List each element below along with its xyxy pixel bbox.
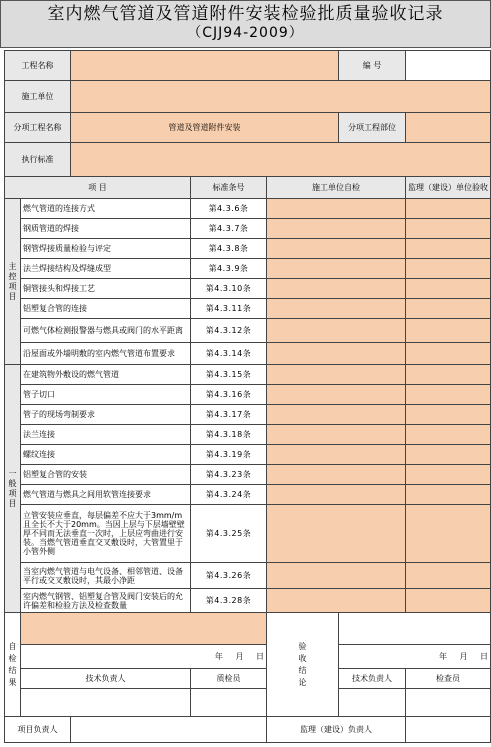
supervisor-lead-sign[interactable] [406, 717, 491, 743]
page-title: 室内燃气管道及管道附件安装检验批质量验收记录 [47, 4, 444, 24]
item-cell: 铝塑复合管的连接 [21, 299, 191, 319]
self-check-cell[interactable] [267, 199, 406, 219]
acceptance-tech-lead-label: 技术负责人 [339, 669, 406, 689]
project-lead-sign[interactable] [71, 717, 267, 743]
col-self-check: 施工单位自检 [267, 177, 406, 199]
table-row [5, 365, 491, 385]
standard-cell: 第4.3.14条 [191, 343, 267, 365]
sub-project-label: 分项工程名称 [5, 113, 71, 143]
supervisor-cell[interactable] [406, 219, 491, 239]
sub-project-value[interactable]: 管道及管道附件安装 [71, 113, 339, 143]
item-cell: 钢质管道的焊接 [21, 219, 191, 239]
number-field[interactable] [406, 51, 491, 81]
standard-cell: 第4.3.11条 [191, 299, 267, 319]
supervisor-cell[interactable] [406, 563, 491, 589]
self-check-cell[interactable] [267, 385, 406, 405]
standard-cell: 第4.3.15条 [191, 365, 267, 385]
row-exec-standard [5, 143, 491, 177]
table-row [5, 259, 491, 279]
supervisor-cell[interactable] [406, 385, 491, 405]
row-sub-project [5, 113, 491, 143]
self-check-cell[interactable] [267, 485, 406, 505]
item-cell: 铜管接头和焊接工艺 [21, 279, 191, 299]
title-bar [0, 0, 491, 48]
item-cell: 法兰连接 [21, 425, 191, 445]
supervisor-cell[interactable] [406, 199, 491, 219]
col-supervisor: 监理（建设）单位验收 [406, 177, 491, 199]
table-row [5, 343, 491, 365]
supervisor-cell[interactable] [406, 465, 491, 485]
self-check-cell[interactable] [267, 219, 406, 239]
standard-cell: 第4.3.10条 [191, 279, 267, 299]
self-check-cell[interactable] [267, 405, 406, 425]
standard-cell: 第4.3.25条 [191, 505, 267, 563]
standard-cell: 第4.3.9条 [191, 259, 267, 279]
main-control-label: 主 控 项 目 [5, 199, 21, 365]
table-row [5, 425, 491, 445]
acceptance-date[interactable]: 年 月 日 [339, 645, 491, 669]
acceptance-label: 验 收 结 论 [267, 613, 339, 717]
supervisor-cell[interactable] [406, 485, 491, 505]
contractor-label: 施工单位 [5, 81, 71, 113]
standard-cell: 第4.3.26条 [191, 563, 267, 589]
table-row [5, 319, 491, 343]
self-check-tech-lead-sign[interactable] [21, 689, 191, 717]
self-check-inspector-sign[interactable] [191, 689, 267, 717]
supervisor-cell[interactable] [406, 259, 491, 279]
row-contractor [5, 81, 491, 113]
item-cell: 在建筑物外敷设的燃气管道 [21, 365, 191, 385]
record-table [4, 50, 491, 743]
supervisor-cell[interactable] [406, 425, 491, 445]
item-cell: 钢管焊接质量检验与评定 [21, 239, 191, 259]
table-row [5, 445, 491, 465]
self-check-tech-lead-label: 技术负责人 [21, 669, 191, 689]
standard-cell: 第4.3.6条 [191, 199, 267, 219]
table-row [5, 563, 491, 589]
project-name-label: 工程名称 [5, 51, 71, 81]
item-cell: 燃气管道的连接方式 [21, 199, 191, 219]
supervisor-cell[interactable] [406, 405, 491, 425]
supervisor-cell[interactable] [406, 589, 491, 613]
standard-cell: 第4.3.8条 [191, 239, 267, 259]
table-row [5, 465, 491, 485]
self-check-cell[interactable] [267, 319, 406, 343]
self-check-cell[interactable] [267, 563, 406, 589]
self-check-date[interactable]: 年 月 日 [21, 645, 267, 669]
self-check-cell[interactable] [267, 299, 406, 319]
table-row [5, 385, 491, 405]
self-check-cell[interactable] [267, 589, 406, 613]
standard-cell: 第4.3.19条 [191, 445, 267, 465]
item-cell: 管子切口 [21, 385, 191, 405]
acceptance-checker-sign[interactable] [406, 689, 491, 717]
acceptance-checker-label: 检查员 [406, 669, 491, 689]
result-row-roles [5, 669, 491, 689]
self-check-cell[interactable] [267, 445, 406, 465]
standard-cell: 第4.3.12条 [191, 319, 267, 343]
supervisor-cell[interactable] [406, 319, 491, 343]
supervisor-lead-label: 监理（建设）负责人 [267, 717, 406, 743]
project-name-field[interactable] [71, 51, 339, 81]
exec-standard-label: 执行标准 [5, 143, 71, 177]
supervisor-cell[interactable] [406, 445, 491, 465]
supervisor-cell[interactable] [406, 505, 491, 563]
item-cell: 沿屋面或外墙明敷的室内燃气管道布置要求 [21, 343, 191, 365]
standard-cell: 第4.3.18条 [191, 425, 267, 445]
acceptance-tech-lead-sign[interactable] [339, 689, 406, 717]
self-check-cell[interactable] [267, 279, 406, 299]
table-row [5, 485, 491, 505]
item-cell: 室内燃气钢管、铝塑复合管及阀门安装后的允许偏差和检验方法及检查数量 [21, 589, 191, 613]
self-check-cell[interactable] [267, 465, 406, 485]
item-cell: 燃气管道与燃具之间用软管连接要求 [21, 485, 191, 505]
row-project-name [5, 51, 491, 81]
table-row [5, 589, 491, 613]
table-row [5, 239, 491, 259]
table-row [5, 219, 491, 239]
standard-cell: 第4.3.16条 [191, 385, 267, 405]
item-cell: 法兰焊接结构及焊缝成型 [21, 259, 191, 279]
standard-cell: 第4.3.17条 [191, 405, 267, 425]
result-row-top [5, 613, 491, 645]
contractor-field[interactable] [71, 81, 491, 113]
item-cell: 管子的现场弯制要求 [21, 405, 191, 425]
footer-row [5, 717, 491, 743]
self-check-label: 自 检 结 果 [5, 613, 21, 717]
standard-cell: 第4.3.23条 [191, 465, 267, 485]
supervisor-cell[interactable] [406, 365, 491, 385]
sub-project-part-label: 分项工程部位 [339, 113, 406, 143]
item-cell: 可燃气体检测报警器与燃具或阀门的水平距离 [21, 319, 191, 343]
supervisor-cell[interactable] [406, 279, 491, 299]
result-row-date [5, 645, 491, 669]
self-check-cell[interactable] [267, 505, 406, 563]
standard-cell: 第4.3.7条 [191, 219, 267, 239]
table-row [5, 299, 491, 319]
column-header-row [5, 177, 491, 199]
item-cell: 螺纹连接 [21, 445, 191, 465]
self-check-inspector-label: 质检员 [191, 669, 267, 689]
supervisor-cell[interactable] [406, 239, 491, 259]
standard-cell: 第4.3.24条 [191, 485, 267, 505]
project-lead-label: 项目负责人 [5, 717, 71, 743]
standard-cell: 第4.3.28条 [191, 589, 267, 613]
number-label: 编 号 [339, 51, 406, 81]
item-cell: 当室内燃气管道与电气设备、相邻管道、设备平行或交叉敷设时，其最小净距 [21, 563, 191, 589]
col-standard: 标准条号 [191, 177, 267, 199]
page-subtitle: （CJJ94-2009） [187, 25, 304, 41]
self-check-cell[interactable] [267, 259, 406, 279]
self-check-cell[interactable] [267, 365, 406, 385]
table-row [5, 279, 491, 299]
table-row [5, 199, 491, 219]
self-check-cell[interactable] [267, 239, 406, 259]
supervisor-cell[interactable] [406, 299, 491, 319]
col-item: 项 目 [5, 177, 191, 199]
self-check-result-field[interactable] [21, 613, 267, 645]
table-row [5, 405, 491, 425]
self-check-cell[interactable] [267, 343, 406, 365]
self-check-cell[interactable] [267, 425, 406, 445]
exec-standard-field[interactable] [71, 143, 491, 177]
table-row [5, 505, 491, 563]
item-cell: 铝塑复合管的安装 [21, 465, 191, 485]
supervisor-cell[interactable] [406, 343, 491, 365]
sub-project-part-field[interactable] [406, 113, 491, 143]
result-row-signatures [5, 689, 491, 717]
general-items-label: 一 般 项 目 [5, 365, 21, 613]
item-cell: 立管安装应垂直，每层偏差不应大于3mm/m且全长不大于20mm。当因上层与下层墙壁壁厚不同而无法垂直一次时，上层应弯曲进行安装。当燃气管道垂直交叉敷设时，大管置里于小管外侧 [21, 505, 191, 563]
acceptance-result-field[interactable] [339, 613, 491, 645]
